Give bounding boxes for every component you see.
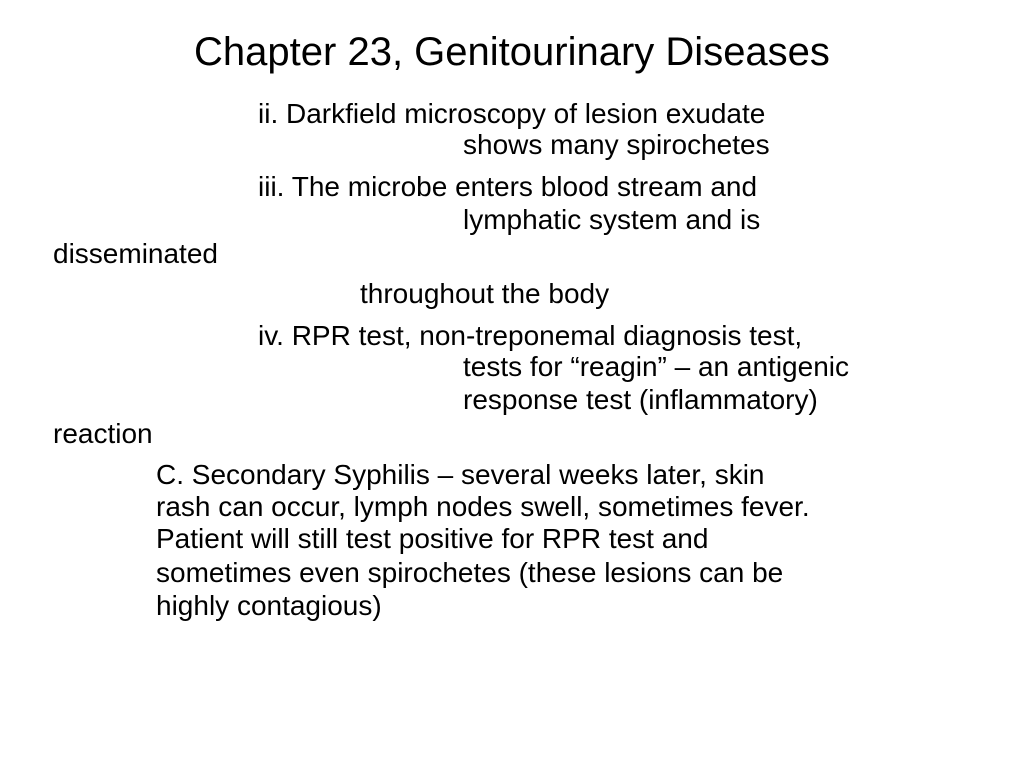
body-line: lymphatic system and is xyxy=(463,204,761,235)
body-line: disseminated xyxy=(53,238,218,269)
body-line: throughout the body xyxy=(360,278,610,309)
body-line: C. Secondary Syphilis – several weeks later, skin xyxy=(156,459,765,490)
body-line: Patient will still test positive for RPR test and xyxy=(156,523,709,554)
body-line: sometimes even spirochetes (these lesions can be xyxy=(156,557,784,588)
body-line: shows many spirochetes xyxy=(463,129,770,160)
body-line: response test (inflammatory) xyxy=(463,384,818,415)
body-line: ii. Darkfield microscopy of lesion exudate xyxy=(258,98,766,129)
slide-title: Chapter 23, Genitourinary Diseases xyxy=(194,30,830,74)
body-line: rash can occur, lymph nodes swell, sometimes fever. xyxy=(156,491,810,522)
body-line: iii. The microbe enters blood stream and xyxy=(258,171,758,202)
body-line: reaction xyxy=(53,418,153,449)
body-line: iv. RPR test, non-treponemal diagnosis test, xyxy=(258,320,803,351)
body-line: tests for “reagin” – an antigenic xyxy=(463,351,849,382)
body-line: highly contagious) xyxy=(156,590,382,621)
